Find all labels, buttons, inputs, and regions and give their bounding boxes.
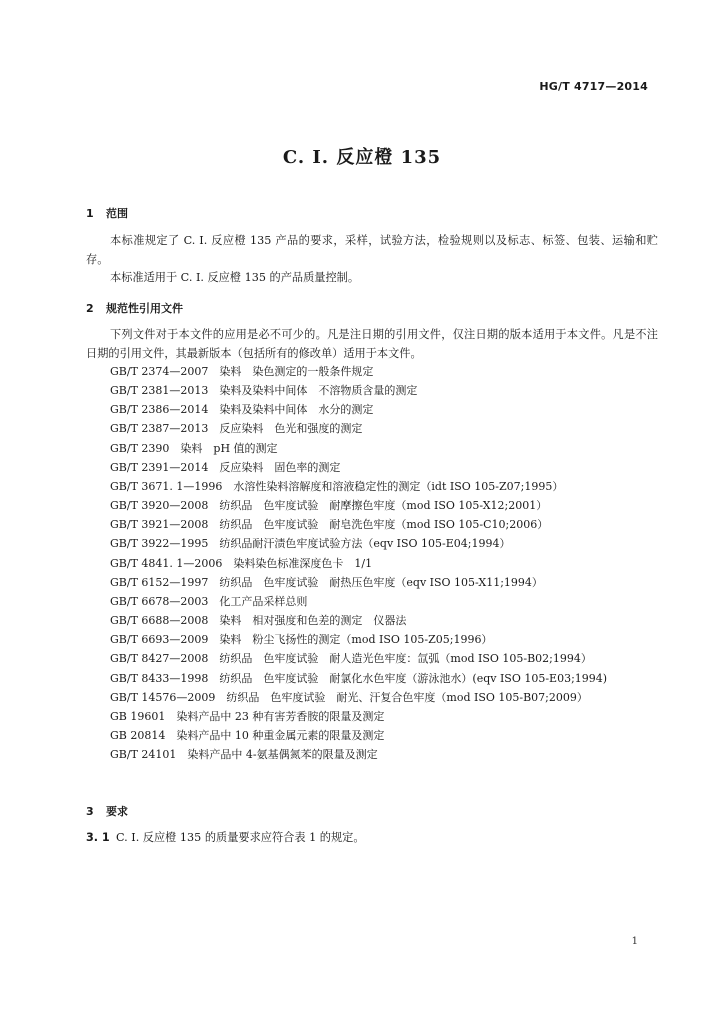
reference-item: GB/T 3921—2008 纺织品 色牢度试验 耐皂洗色牢度（mod ISO 105-C10;2006） — [110, 518, 549, 532]
reference-item: GB/T 2387—2013 反应染料 色光和强度的测定 — [110, 422, 363, 436]
section-number: 3 — [86, 805, 94, 818]
reference-item: GB/T 2386—2014 染料及染料中间体 水分的测定 — [110, 403, 374, 417]
section-heading-scope — [86, 205, 128, 221]
reference-item: GB/T 24101 染料产品中 4-氨基偶氮苯的限量及测定 — [110, 748, 378, 762]
page-number: 1 — [631, 936, 638, 947]
reference-item: GB/T 4841. 1—2006 染料染色标准深度色卡 1/1 — [110, 556, 373, 570]
clause-number: 3. 1 — [86, 831, 110, 844]
reference-item: GB/T 14576—2009 纺织品 色牢度试验 耐光、汗复合色牢度（mod ISO 105-B07;2009） — [110, 690, 588, 704]
clause-3-1 — [86, 828, 658, 847]
references-intro: 下列文件对于本文件的应用是必不可少的。凡是注日期的引用文件，仅注日期的版本适用于本文件。凡是不注日期的引用文件，其最新版本（包括所有的修改单）适用于本文件。 — [86, 328, 658, 360]
reference-item: GB/T 2391—2014 反应染料 固色率的测定 — [110, 460, 341, 474]
section-heading-requirements — [86, 803, 128, 819]
reference-item: GB 19601 染料产品中 23 种有害芳香胺的限量及测定 — [110, 709, 385, 723]
reference-item: GB/T 6678—2003 化工产品采样总则 — [110, 594, 308, 608]
section-number: 2 — [86, 302, 94, 315]
reference-item: GB/T 3671. 1—1996 水溶性染料溶解度和溶液稳定性的测定（idt ISO 105-Z07;1995） — [110, 479, 564, 493]
section-heading-references — [86, 300, 183, 316]
reference-item: GB/T 6688—2008 染料 相对强度和色差的测定 仪器法 — [110, 614, 407, 628]
document-title: C. I. 反应橙 135 — [282, 147, 442, 168]
reference-item: GB/T 6152—1997 纺织品 色牢度试验 耐热压色牢度（eqv ISO 105-X11;1994） — [110, 575, 543, 589]
reference-item: GB/T 8433—1998 纺织品 色牢度试验 耐氯化水色牢度（游泳池水）(eqv ISO 105-E03;1994) — [110, 671, 608, 685]
scope-paragraph-2: 本标准适用于 C. I. 反应橙 135 的产品质量控制。 — [110, 271, 360, 284]
reference-item: GB/T 2381—2013 染料及染料中间体 不溶物质含量的测定 — [110, 384, 418, 398]
reference-item: GB/T 3922—1995 纺织品耐汗渍色牢度试验方法（eqv ISO 105-E04;1994） — [110, 537, 511, 551]
section-number: 1 — [86, 207, 94, 220]
section-title: 规范性引用文件 — [106, 302, 183, 315]
reference-item: GB 20814 染料产品中 10 种重金属元素的限量及测定 — [110, 728, 385, 742]
reference-item: GB/T 6693—2009 染料 粉尘飞扬性的测定（mod ISO 105-Z05;1996） — [110, 633, 493, 647]
section-title: 范围 — [106, 207, 128, 220]
scope-paragraph-1: 本标准规定了 C. I. 反应橙 135 产品的要求，采样，试验方法，检验规则以及标志、标签、包装、运输和贮存。 — [86, 234, 658, 266]
section-title: 要求 — [106, 805, 128, 818]
reference-item: GB/T 2374—2007 染料 染色测定的一般条件规定 — [110, 365, 374, 378]
reference-item: GB/T 8427—2008 纺织品 色牢度试验 耐人造光色牢度：氙弧（mod ISO 105-B02;1994） — [110, 652, 592, 666]
standard-code: HG/T 4717—2014 — [539, 80, 648, 93]
reference-item: GB/T 3920—2008 纺织品 色牢度试验 耐摩擦色牢度（mod ISO 105-X12;2001） — [110, 499, 548, 513]
reference-list — [86, 362, 658, 764]
reference-item: GB/T 2390 染料 pH 值的测定 — [110, 441, 278, 455]
clause-text: C. I. 反应橙 135 的质量要求应符合表 1 的规定。 — [116, 831, 365, 844]
